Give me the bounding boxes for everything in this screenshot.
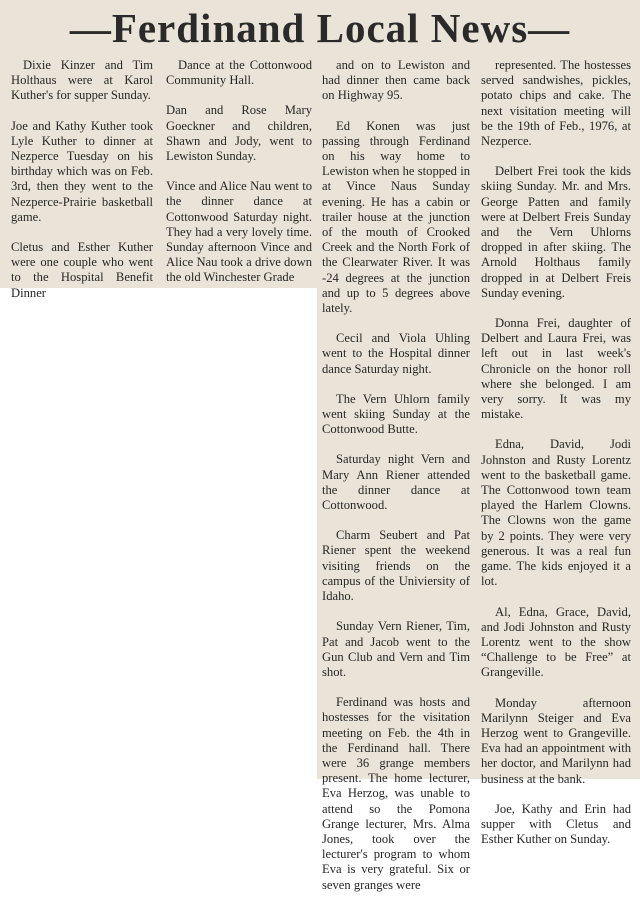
paragraph: Ed Konen was just passing through Ferdinand on his way home to Lewiston when he stopped in at Vince Naus Sunday evening. He has a cabin or trailer house at the junction of the mouth of Crooked Creek and the North Fork of the Clearwater River. It was -24 degrees at the junction and up to 5 degrees above lately. [322,118,470,316]
paragraph: Delbert Frei took the kids skiing Sunday. Mr. and Mrs. George Patten and family were at Delbert Freis Sunday and the Vern Uhlorns dropped in after skiing. The Arnold Holthaus family dropped in at Delbert Freis Sunday evening. [481,164,631,300]
paragraph: Cletus and Esther Kuther were one couple who went to the Hospital Benefit Dinner [11,240,153,300]
paragraph: Dan and Rose Mary Goeckner and children, Shawn and Jody, went to Lewiston Sunday. [166,103,312,164]
paragraph: and on to Lewiston and had dinner then came back on Highway 95. [322,58,470,103]
paragraph: Ferdinand was hosts and hostesses for the visitation meeting on Feb. the 4th in the Ferdinand hall. There were 36 grange members present. The home lecturer, Eva Herzog, was unable to attend so the Pomona Grange lecturer, Mrs. Alma Jones, took over the lecturer's program to whom Eva is very grateful. Six or seven granges were [322,695,470,892]
paragraph: Dance at the Cottonwood Community Hall. [166,58,312,88]
paragraph: Sunday Vern Riener, Tim, Pat and Jacob went to the Gun Club and Vern and Tim shot. [322,619,470,679]
column-4 [481,58,631,862]
column-2 [166,58,312,301]
paragraph: Vince and Alice Nau went to the dinner dance at Cottonwood Saturday night. They had a very lovely time. Sunday afternoon Vince and Alice Nau took a drive down the old Winchester Grade [166,179,312,285]
paragraph: Cecil and Viola Uhling went to the Hospital dinner dance Saturday night. [322,331,470,376]
paragraph: The Vern Uhlorn family went skiing Sunday at the Cottonwood Butte. [322,391,470,437]
paragraph: Donna Frei, daughter of Delbert and Laura Frei, was left out in last week's Chronicle on the honor roll where she belonged. I am very sorry. It was my mistake. [481,316,631,422]
paragraph: Dixie Kinzer and Tim Holthaus were at Karol Kuther's for supper Sunday. [11,58,153,103]
paragraph: Joe, Kathy and Erin had supper with Cletus and Esther Kuther on Sunday. [481,801,631,847]
column-1 [11,58,153,316]
paragraph: Al, Edna, Grace, David, and Jodi Johnston and Rusty Lorentz went to the show “Challenge to be Free” at Grangeville. [481,604,631,680]
paragraph: Charm Seubert and Pat Riener spent the weekend visiting friends on the campus of the Univiersity of Idaho. [322,528,470,604]
paragraph: Joe and Kathy Kuther took Lyle Kuther to dinner at Nezperce Tuesday on his birthday which was on Feb. 3rd, then they went to the Nezperce-Prairie basketball game. [11,118,153,224]
paragraph: Monday afternoon Marilynn Steiger and Eva Herzog went to Grangeville. Eva had an appointment with her doctor, and Marilynn had business at the bank. [481,695,631,786]
paragraph: represented. The hostesses served sandwishes, pickles, potato chips and cake. The next visitation meeting will be the 19th of Feb., 1976, at Nezperce. [481,58,631,149]
paragraph: Edna, David, Jodi Johnston and Rusty Lorentz went to the basketball game. The Cottonwood town team played the Harlem Clowns. The Clowns won the game by 2 points. They were very generous. It was a real fun game. The kids enjoyed it a lot. [481,437,631,589]
paragraph: Saturday night Vern and Mary Ann Riener attended the dinner dance at Cottonwood. [322,452,470,513]
column-3 [322,58,470,908]
headline: —Ferdinand Local News— [69,5,571,51]
